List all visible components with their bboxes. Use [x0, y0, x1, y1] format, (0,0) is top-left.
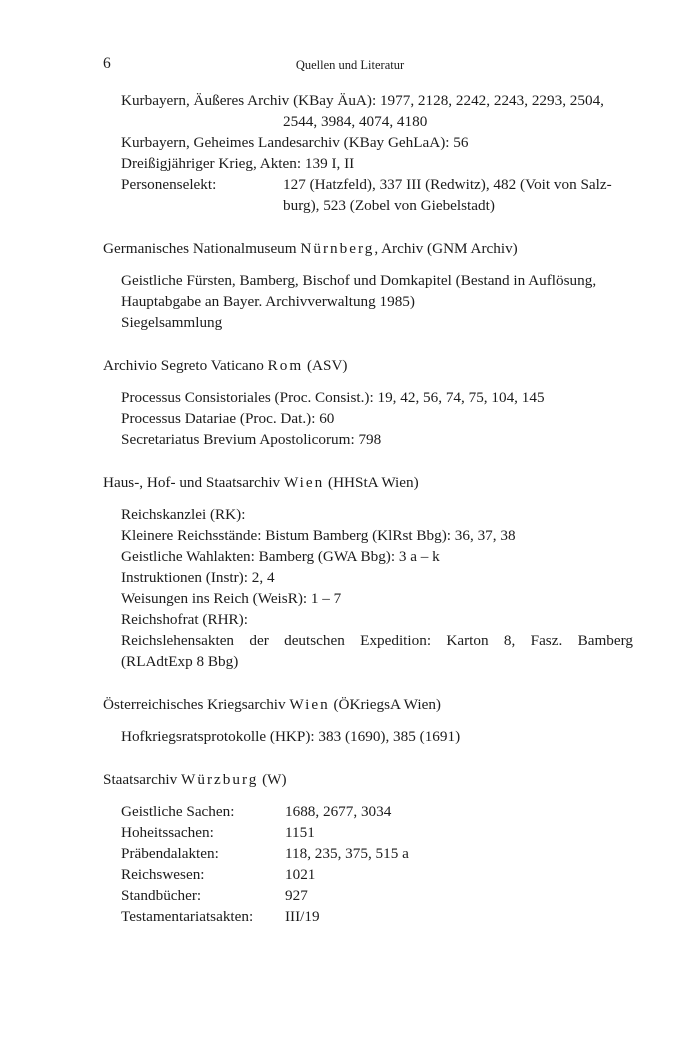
entry-line: Kurbayern, Äußeres Archiv (KBay ÄuA): 1977, 2128, 2242, 2243, 2293, 2504,: [121, 92, 604, 109]
entry-line-continued: 2544, 3984, 4074, 4180: [283, 113, 428, 130]
row-value: 927: [285, 887, 308, 904]
row-value: 1688, 2677, 3034: [285, 803, 392, 820]
heading-text: Archivio Segreto Vaticano: [103, 357, 268, 374]
entry-line: Processus Consistoriales (Proc. Consist.): 19, 42, 56, 74, 75, 104, 145: [121, 389, 545, 406]
entry-line: 127 (Hatzfeld), 337 III (Redwitz), 482 (Voit von Salz-: [283, 176, 612, 193]
section-hhsta: [103, 472, 633, 672]
entry-line: Hauptabgabe an Bayer. Archivverwaltung 1985): [121, 293, 415, 310]
entry-line: Siegelsammlung: [121, 314, 223, 331]
table-row: [121, 801, 409, 822]
entry-line: Geistliche Wahlakten: Bamberg (GWA Bbg): 3 a – k: [121, 548, 440, 565]
table-row: [121, 906, 409, 927]
entry-line: Geistliche Fürsten, Bamberg, Bischof und Domkapitel (Bestand in Auflösung,: [121, 272, 597, 289]
page-content: [103, 90, 633, 927]
heading-text: (W): [258, 771, 287, 788]
row-value: III/19: [285, 908, 320, 925]
entry-line: Kleinere Reichsstände: Bistum Bamberg (KlRst Bbg): 36, 37, 38: [121, 527, 516, 544]
row-label: Standbücher:: [121, 887, 202, 904]
heading-text: (HHStA Wien): [324, 474, 419, 491]
kurbayern-block: [103, 90, 633, 216]
heading-city: Wien: [283, 474, 325, 491]
heading-city: Würzburg: [181, 771, 259, 788]
section-body: [103, 270, 633, 333]
table-row: [121, 864, 409, 885]
heading-text: (ASV): [303, 357, 348, 374]
table-row: [121, 822, 409, 843]
entry-values: [283, 174, 612, 216]
row-value: 118, 235, 375, 515 a: [285, 845, 409, 862]
section-heading: [103, 355, 633, 376]
section-asv: [103, 355, 633, 450]
heading-city: Nürnberg: [300, 240, 375, 257]
heading-text: Staatsarchiv: [103, 771, 182, 788]
table-row: [121, 843, 409, 864]
heading-text: Germanisches Nationalmuseum: [103, 240, 301, 257]
entry-line: Secretariatus Brevium Apostolicorum: 798: [121, 431, 382, 448]
page-header: [0, 53, 700, 73]
row-value: 1151: [285, 824, 315, 841]
section-heading: [103, 472, 633, 493]
heading-text: , Archiv (GNM Archiv): [374, 240, 518, 257]
section-oekriegsa: [103, 694, 633, 747]
entry-line: Dreißigjähriger Krieg, Akten: 139 I, II: [121, 155, 355, 172]
section-body: [103, 387, 633, 450]
entry-line: Processus Datariae (Proc. Dat.): 60: [121, 410, 335, 427]
heading-text: (ÖKriegsA Wien): [329, 696, 441, 713]
entry-line: (RLAdtExp 8 Bbg): [121, 653, 239, 670]
row-label: Geistliche Sachen:: [121, 803, 235, 820]
section-heading: [103, 769, 633, 790]
row-label: Testamentariatsakten:: [121, 908, 254, 925]
entry-line: Instruktionen (Instr): 2, 4: [121, 569, 275, 586]
row-label: Reichswesen:: [121, 866, 205, 883]
row-label: Präbendalakten:: [121, 845, 219, 862]
section-wuerzburg: [103, 769, 633, 927]
entry-line-justified: Reichslehensakten der deutschen Expedition: Karton 8, Fasz. Bamberg: [121, 632, 633, 649]
section-heading: [103, 694, 633, 715]
heading-city: Rom: [267, 357, 304, 374]
section-heading: [103, 238, 633, 259]
entry-line: burg), 523 (Zobel von Giebelstadt): [283, 197, 495, 214]
page-number: 6: [103, 55, 111, 72]
entry-line: Hofkriegsratsprotokolle (HKP): 383 (1690), 385 (1691): [121, 728, 461, 745]
heading-text: Österreichisches Kriegsarchiv: [103, 696, 290, 713]
holdings-table: [121, 801, 409, 927]
entry-line: Weisungen ins Reich (WeisR): 1 – 7: [121, 590, 342, 607]
running-title: Quellen und Literatur: [295, 58, 405, 72]
heading-city: Wien: [289, 696, 330, 713]
entry-line: Reichshofrat (RHR):: [121, 611, 248, 628]
row-label: Hoheitssachen:: [121, 824, 214, 841]
row-value: 1021: [285, 866, 316, 883]
entry-line: Reichskanzlei (RK):: [121, 506, 246, 523]
table-row: [121, 885, 409, 906]
section-gnm: [103, 238, 633, 333]
entry-line: Kurbayern, Geheimes Landesarchiv (KBay GehLaA): 56: [121, 134, 469, 151]
entry-label: Personenselekt:: [121, 176, 217, 193]
heading-text: Haus-, Hof- und Staatsarchiv: [103, 474, 284, 491]
section-body: [103, 504, 633, 672]
section-body: [103, 726, 633, 747]
personenselekt-entry: [121, 174, 633, 216]
